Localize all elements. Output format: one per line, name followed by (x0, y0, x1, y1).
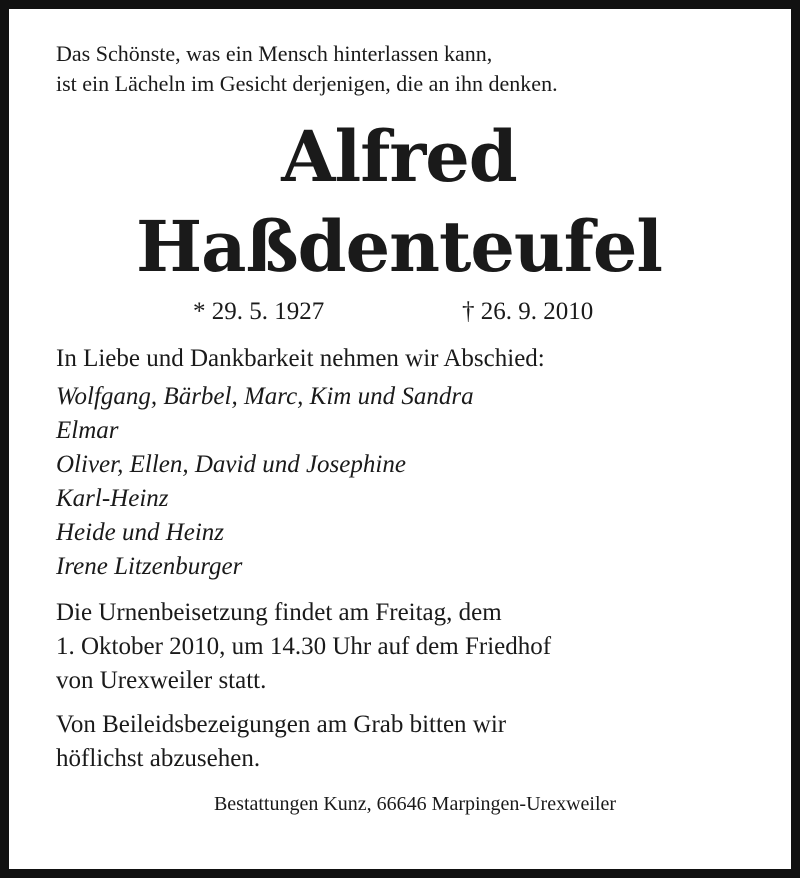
deceased-first-name: Alfred (281, 115, 517, 198)
mourner: Irene Litzenburger (56, 553, 243, 580)
mourner: Oliver, Ellen, David und Josephine (56, 451, 406, 478)
life-dates (56, 295, 766, 329)
deceased-last-name: Haßdenteufel (135, 205, 663, 288)
funeral-line: von Urexweiler statt. (56, 667, 267, 694)
motto-line: ist ein Lächeln im Gesicht derjenigen, die an ihn denken. (56, 71, 558, 96)
condolence-note (56, 708, 766, 776)
motto-line: Das Schönste, was ein Mensch hinterlassen kann, (56, 41, 493, 66)
mourners-list (56, 380, 766, 584)
mourner: Karl-Heinz (56, 485, 169, 512)
birth-date: * 29. 5. 1927 (193, 298, 325, 325)
funeral-info (56, 596, 766, 698)
condolence-line: höflichst abzusehen. (56, 745, 261, 772)
condolence-line: Von Beileidsbezeigungen am Grab bitten wir (56, 711, 507, 738)
farewell-intro: In Liebe und Dankbarkeit nehmen wir Abschied: (56, 345, 545, 372)
motto (56, 39, 766, 99)
mourner: Elmar (56, 417, 119, 444)
undertaker-info: Bestattungen Kunz, 66646 Marpingen-Urexweiler (213, 793, 617, 815)
death-date: † 26. 9. 2010 (462, 298, 594, 325)
mourner: Wolfgang, Bärbel, Marc, Kim und Sandra (56, 383, 474, 410)
mourner: Heide und Heinz (56, 519, 225, 546)
obituary-content (56, 39, 766, 818)
funeral-line: 1. Oktober 2010, um 14.30 Uhr auf dem Friedhof (56, 633, 552, 660)
funeral-line: Die Urnenbeisetzung findet am Freitag, dem (56, 599, 502, 626)
